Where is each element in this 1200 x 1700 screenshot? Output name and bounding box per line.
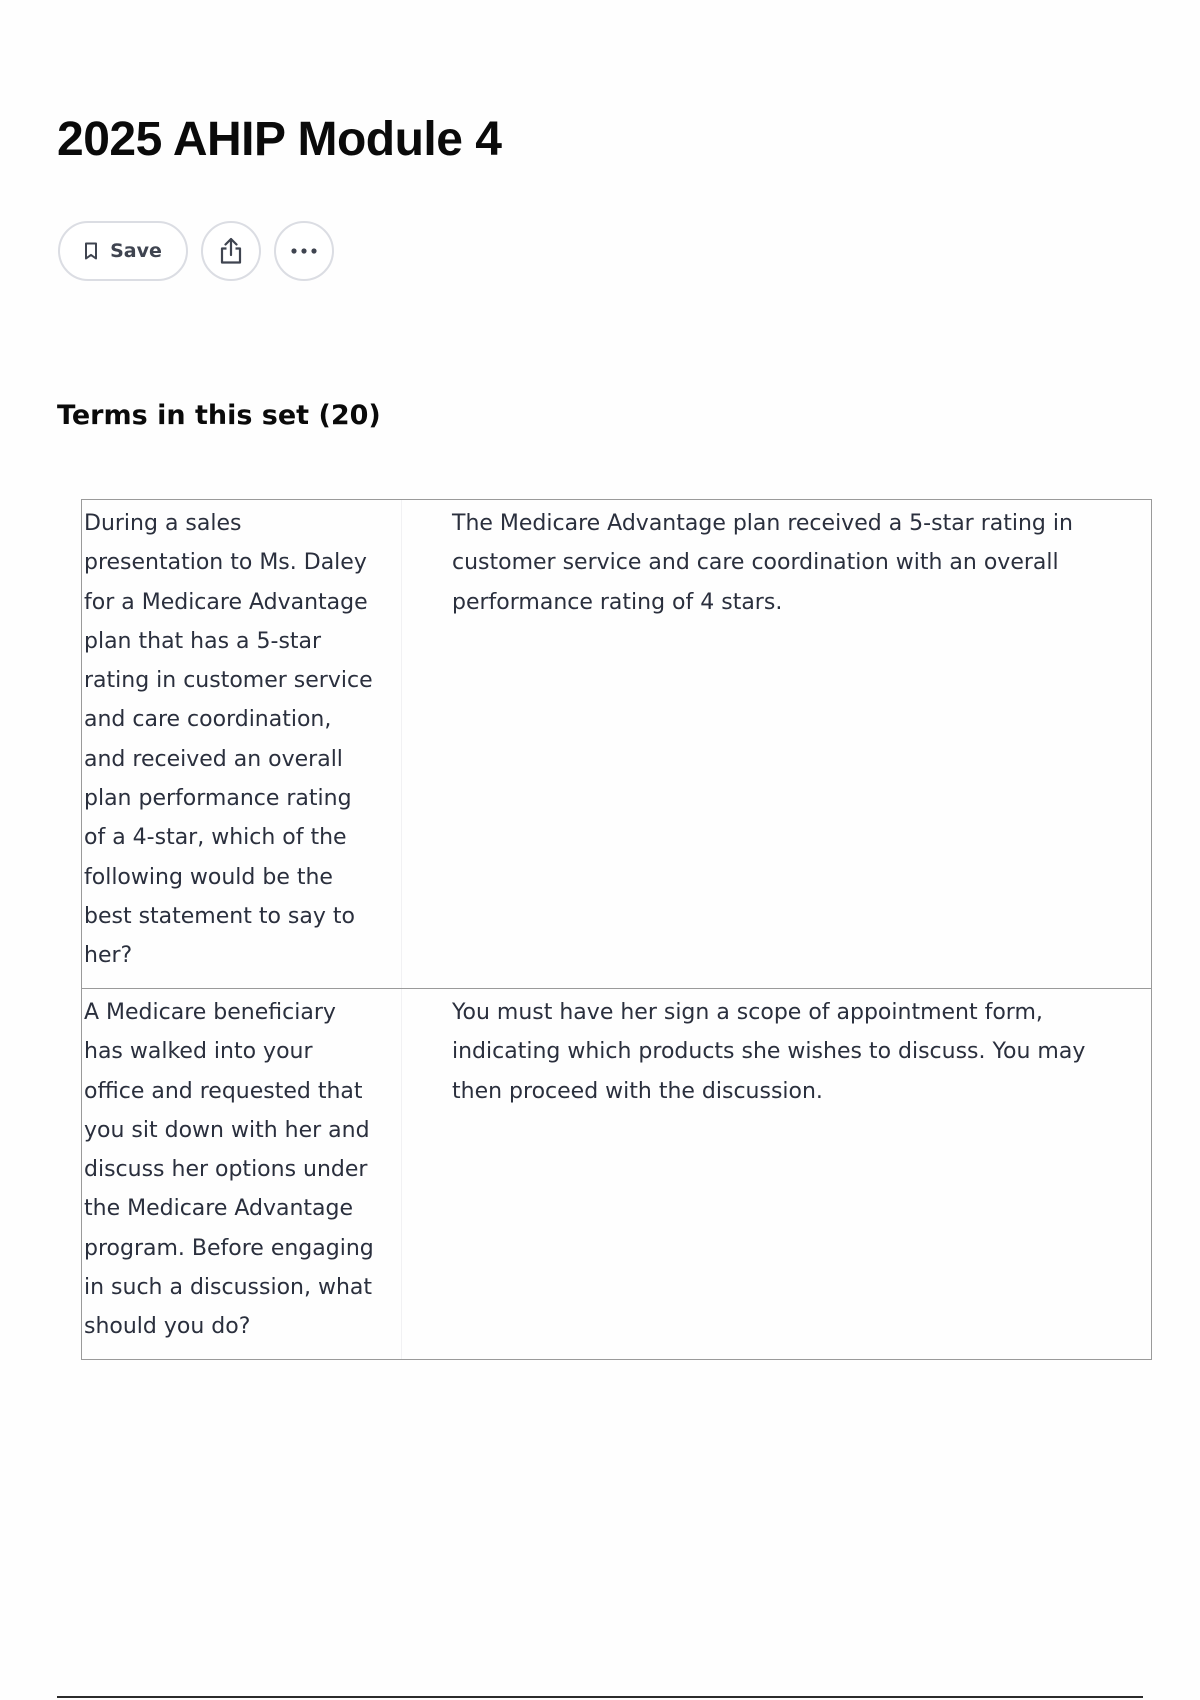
term-row[interactable] — [82, 989, 1151, 1359]
term-row[interactable] — [82, 500, 1151, 989]
more-horizontal-icon — [290, 247, 318, 255]
term-answer: You must have her sign a scope of appointment form, indicating which products she wishes to discuss. You may then proceed with the discussion. — [452, 1000, 1086, 1104]
footer-divider — [57, 1696, 1143, 1698]
share-icon — [218, 236, 244, 266]
term-question: A Medicare beneficiary has walked into your office and requested that you sit down with her and discuss her options under the Medicare Advantage program. Before engaging in such a discussion, what should you do? — [82, 989, 402, 1359]
bookmark-icon — [84, 242, 98, 260]
more-options-button[interactable] — [274, 221, 334, 281]
terms-table — [81, 499, 1152, 1360]
action-toolbar — [58, 221, 334, 281]
save-button-label: Save — [110, 240, 162, 262]
share-button[interactable] — [201, 221, 261, 281]
term-question: During a sales presentation to Ms. Daley for a Medicare Advantage plan that has a 5-star rating in customer service and care coordination, and received an overall plan performance rating of a 4-star, which of the following would be the best statement to say to her? — [82, 500, 402, 988]
page-title: 2025 AHIP Module 4 — [57, 113, 502, 166]
terms-heading: Terms in this set (20) — [57, 400, 381, 431]
save-button[interactable] — [58, 221, 188, 281]
term-answer: The Medicare Advantage plan received a 5-star rating in customer service and care coordination with an overall performance rating of 4 stars. — [452, 511, 1073, 615]
